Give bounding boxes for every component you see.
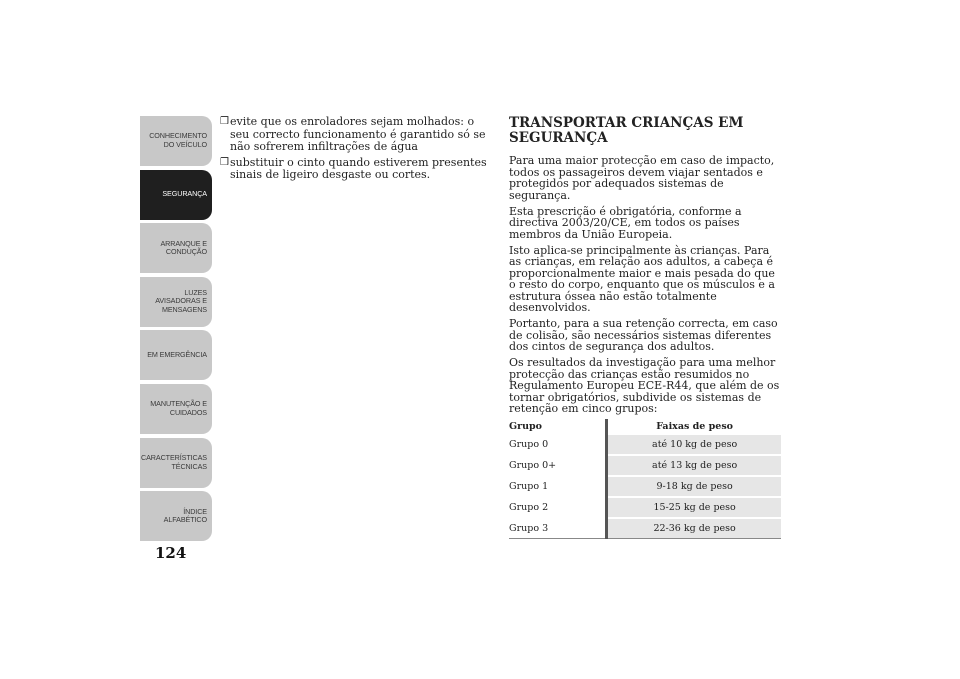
list-item [220, 157, 488, 182]
tab-luzes-avisadoras[interactable]: LUZES AVISADORAS E MENSAGENS [140, 277, 212, 327]
bullet-text: evite que os enroladores sejam molhados: o seu correcto funcionamento é garantido só se não sofrerem infiltrações de água [230, 115, 486, 153]
checkbox-bullet-icon: ❒ [220, 116, 229, 127]
list-item [220, 116, 488, 154]
right-column [509, 116, 781, 539]
tab-seguranca[interactable]: SEGURANÇA [140, 170, 212, 220]
table-row [509, 497, 781, 518]
table-row [509, 435, 781, 455]
tab-manutencao-e-cuidados[interactable]: MANUTENÇÃO E CUIDADOS [140, 384, 212, 434]
table-row [509, 518, 781, 539]
tab-caracteristicas-tecnicas[interactable]: CARACTERÍSTICAS TÉCNICAS [140, 438, 212, 488]
weight-cell: até 10 kg de peso [607, 435, 781, 455]
paragraph: Portanto, para a sua retenção correcta, em caso de colisão, são necessários sistemas diferentes dos cintos de segurança dos adultos. [509, 317, 778, 353]
page-number: 124 [155, 544, 187, 562]
weight-cell: 9-18 kg de peso [607, 476, 781, 497]
table-row [509, 476, 781, 497]
table-row [509, 455, 781, 476]
bullet-text: substituir o cinto quando estiverem presentes sinais de ligeiro desgaste ou cortes. [230, 155, 487, 181]
tab-conhecimento-do-veiculo[interactable]: CONHECIMENTO DO VEÍCULO [140, 116, 212, 166]
group-cell: Grupo 0 [509, 435, 607, 455]
section-title: TRANSPORTAR CRIANÇAS EM SEGURANÇA [509, 115, 744, 146]
column-header-faixas-de-peso: Faixas de peso [607, 419, 781, 435]
tab-arranque-e-conducao[interactable]: ARRANQUE E CONDUÇÃO [140, 223, 212, 273]
paragraph: Os resultados da investigação para uma melhor protecção das crianças estão resumidos no Regulamento Europeu ECE-R44, que além de os tornar obrigatórios, subdivide os sistemas de retenção em cinco grupos: [509, 356, 780, 415]
weight-groups-table [509, 419, 781, 539]
tab-indice-alfabetico[interactable]: ÍNDICE ALFABÉTICO [140, 491, 212, 541]
column-header-grupo: Grupo [509, 421, 543, 432]
group-cell: Grupo 2 [509, 497, 607, 518]
chapter-tabs [140, 116, 212, 545]
left-column [220, 116, 488, 185]
tab-em-emergencia[interactable]: EM EMERGÊNCIA [140, 330, 212, 380]
paragraph: Isto aplica-se principalmente às crianças. Para as crianças, em relação aos adultos, a cabeça é proporcionalmente maior e mais pesada do que o resto do corpo, enquanto que os músculos e a estrutura óssea não estão totalmente desenvolvidos. [509, 243, 775, 314]
checkbox-bullet-icon: ❒ [220, 156, 229, 168]
group-cell: Grupo 0+ [509, 455, 607, 476]
paragraph: Para uma maior protecção em caso de impacto, todos os passageiros devem viajar sentados e protegidos por adequados sistemas de segurança. [509, 154, 775, 202]
paragraph: Esta prescrição é obrigatória, conforme a directiva 2003/20/CE, em todos os países membros da União Europeia. [509, 204, 742, 241]
weight-cell: 22-36 kg de peso [607, 518, 781, 539]
group-cell: Grupo 1 [509, 476, 607, 497]
weight-cell: até 13 kg de peso [607, 455, 781, 476]
weight-cell: 15-25 kg de peso [607, 497, 781, 518]
group-cell: Grupo 3 [509, 518, 607, 539]
